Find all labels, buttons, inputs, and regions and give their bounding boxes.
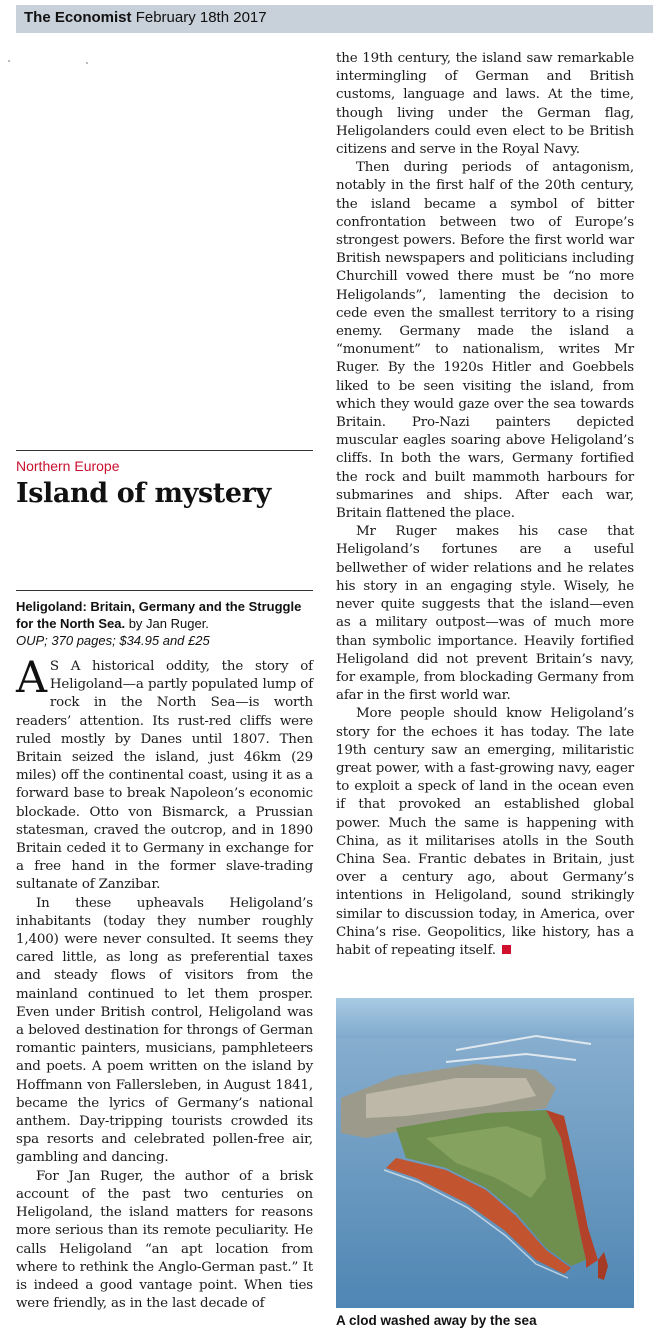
paragraph: the 19th century, the island saw remarkable intermingling of German and British customs, language and laws. At the time, though living under the German flag, Heligolanders could even elect to be British citizens and serve in the Royal Navy. <box>336 51 634 158</box>
publication-name: The Economist <box>24 9 132 26</box>
masthead <box>16 5 653 33</box>
issue-date: February 18th 2017 <box>135 9 267 26</box>
book-author: by Jan Ruger. <box>128 616 209 631</box>
island-aerial-photo <box>336 998 634 1308</box>
end-mark-icon <box>502 945 511 954</box>
book-title: Heligoland: Britain, Germany and the Struggle for the North Sea. <box>16 599 302 631</box>
speck <box>8 60 10 62</box>
section-label: Northern Europe <box>16 450 313 474</box>
book-details: OUP; 370 pages; $34.95 and £25 <box>16 633 210 648</box>
paragraph: More people should know Heligoland’s story for the echoes it has today. The late 19th century saw an emerging, militaristic great power, with a fast-growing navy, eager to exploit a speck of land in the ocean even if that provoked an established global power. Much the same is happening with China, as it militarises atolls in the South China Sea. Frantic debates in Britain, just over a century ago, about Germany’s intentions in Heligoland, sound strikingly similar to discussion today, in America, over China’s rise. Geopolitics, like history, has a habit of repeating itself. <box>336 706 634 958</box>
photo-caption: A clod washed away by the sea <box>336 1313 537 1328</box>
drop-cap: A <box>16 653 47 703</box>
paragraph: A S A historical oddity, the story of Heligoland—a partly populated lump of rock in the North Sea—is worth readers’ attention. Its rust-red cliffs were ruled mostly by Danes until 1807. Then Britain seized the island, just 46km (29 miles) off the continental coast, using it as a forward base to break Napoleon’s economic blockade. Otto von Bismarck, a Prussian statesman, craved the outcrop, and in 1890 Britain ceded it to Germany in exchange for a free hand in the former slave-trading sultanate of Zanzibar. <box>16 653 313 893</box>
book-info <box>16 590 313 649</box>
article-body-right <box>336 50 634 960</box>
paragraph: In these upheavals Heligoland’s inhabitants (today they number roughly 1,400) were never consulted. It seems they cared little, as long as preferential taxes and steady flows of visitors from the mainland continued to let them prosper. Even under British control, Heligoland was a beloved destination for throngs of German romantic painters, musicians, pamphleteers and poets. A poem written on the island by Hoffmann von Fallersleben, in August 1841, became the lyrics of Germany’s national anthem. Day-tripping tourists crowded its spa resorts and celebrated pollen-free air, gambling and dancing. <box>16 895 313 1166</box>
paragraph: For Jan Ruger, the author of a brisk account of the past two centuries on Heligoland, the island matters for reasons more serious than its remote peculiarity. He calls Heligoland “an apt location from where to rethink the Anglo-German past.” It is indeed a good vantage point. When ties were friendly, as in the last decade of <box>16 1168 313 1312</box>
paragraph: Mr Ruger makes his case that Heligoland’s fortunes are a useful bellwether of wider relations and he relates his story in an engaging style. Wisely, he never quite suggests that the island—even as a military outpost—was of much more than symbolic importance. Heavily fortified Heligoland did not prevent Britain’s navy, for example, from blockading Germany from afar in the first world war. <box>336 524 634 704</box>
paragraph: Then during periods of antagonism, notably in the first half of the 20th century, the island became a symbol of bitter confrontation between two of Europe’s strongest powers. Before the first world war British newspapers and politicians including Churchill vowed there must be “no more Heligolands”, lamenting the decision to cede even the smallest territory to a rising enemy. Germany made the island a “monument” to nationalism, writes Mr Ruger. By the 1920s Hitler and Goebbels liked to be seen visiting the island, from which they would gaze over the sea towards Britain. Pro-Nazi painters depicted muscular eagles soaring above Heligoland’s cliffs. In both the wars, Germany fortified the rock and built mammoth harbours for submarines and ships. After each war, Britain flattened the place. <box>336 160 634 522</box>
article-body-left <box>16 653 313 1313</box>
speck <box>86 62 88 64</box>
headline: Island of mystery <box>16 478 271 509</box>
